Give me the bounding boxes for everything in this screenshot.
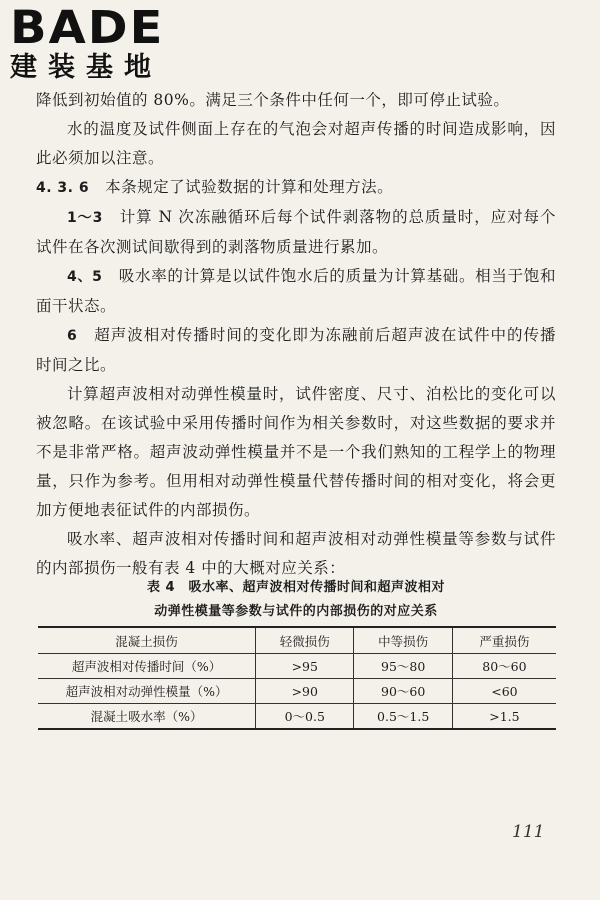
table-cell: 混凝土吸水率（%） — [38, 704, 256, 730]
item-1-3 — [36, 203, 556, 262]
table-caption-line2: 动弹性模量等参数与试件的内部损伤的对应关系 — [154, 604, 438, 619]
logo-wordmark: BADE — [10, 1, 165, 55]
table-cell: >1.5 — [452, 704, 556, 730]
item-1-3-text: 计算 N 次冻融循环后每个试件剥落物的总质量时，应对每个试件在各次测试间歇得到的剥落物质量进行累加。 — [36, 208, 556, 256]
item-6 — [36, 321, 556, 380]
table-header: 中等损伤 — [354, 627, 452, 654]
table-cell: 95～80 — [354, 654, 452, 679]
item-4-5 — [36, 262, 556, 321]
table-row — [38, 679, 556, 704]
table-cell: >95 — [256, 654, 354, 679]
table-header-row — [38, 627, 556, 654]
table-header: 轻微损伤 — [256, 627, 354, 654]
item-6-text: 超声波相对传播时间的变化即为冻融前后超声波在试件中的传播时间之比。 — [36, 326, 556, 374]
item-4-5-label: 4、5 — [67, 269, 103, 285]
paragraph-table-intro: 吸水率、超声波相对传播时间和超声波相对动弹性模量等参数与试件的内部损伤一般有表 4 中的大概对应关系： — [36, 530, 556, 577]
damage-table — [38, 626, 556, 730]
item-1-3-label: 1～3 — [67, 210, 103, 226]
item-4-5-text: 吸水率的计算是以试件饱水后的质量为计算基础。相当于饱和面干状态。 — [36, 267, 556, 315]
table-cell: 0.5～1.5 — [354, 704, 452, 730]
table-header: 混凝土损伤 — [38, 627, 256, 654]
paragraph-elastic-modulus: 计算超声波相对动弹性模量时，试件密度、尺寸、泊松比的变化可以被忽略。在该试验中采用传播时间作为相关参数时，对这些数据的要求并不是非常严格。超声波动弹性模量并不是一个我们熟知的工程学上的物理量，只作为参考。但用相对动弹性模量代替传播时间的相对变化，将会更加方便地表征试件的内部损伤。 — [36, 385, 556, 519]
clause-number: 4. 3. 6 — [36, 180, 90, 196]
paragraph-water-temp: 水的温度及试件侧面上存在的气泡会对超声传播的时间造成影响，因此必须加以注意。 — [36, 120, 556, 167]
table-header: 严重损伤 — [452, 627, 556, 654]
bade-logo — [10, 1, 180, 84]
clause-text: 本条规定了试验数据的计算和处理方法。 — [105, 178, 394, 196]
clause-4-3-6 — [36, 173, 556, 203]
item-6-label: 6 — [67, 328, 78, 344]
table-cell: >90 — [256, 679, 354, 704]
table-cell: 超声波相对传播时间（%） — [38, 654, 256, 679]
table-cell: 0～0.5 — [256, 704, 354, 730]
logo-subtitle: 建装基地 — [10, 52, 162, 83]
table-row — [38, 704, 556, 730]
body-text — [36, 86, 556, 583]
page-number: 111 — [512, 822, 545, 842]
table-caption-line1: 表 4 吸水率、超声波相对传播时间和超声波相对 — [146, 580, 446, 595]
table-cell: 超声波相对动弹性模量（%） — [38, 679, 256, 704]
table-cell: 80～60 — [452, 654, 556, 679]
table-row — [38, 654, 556, 679]
paragraph-continued: 降低到初始值的 80%。满足三个条件中任何一个，即可停止试验。 — [36, 91, 510, 109]
table-cell: 90～60 — [354, 679, 452, 704]
table-cell: <60 — [452, 679, 556, 704]
